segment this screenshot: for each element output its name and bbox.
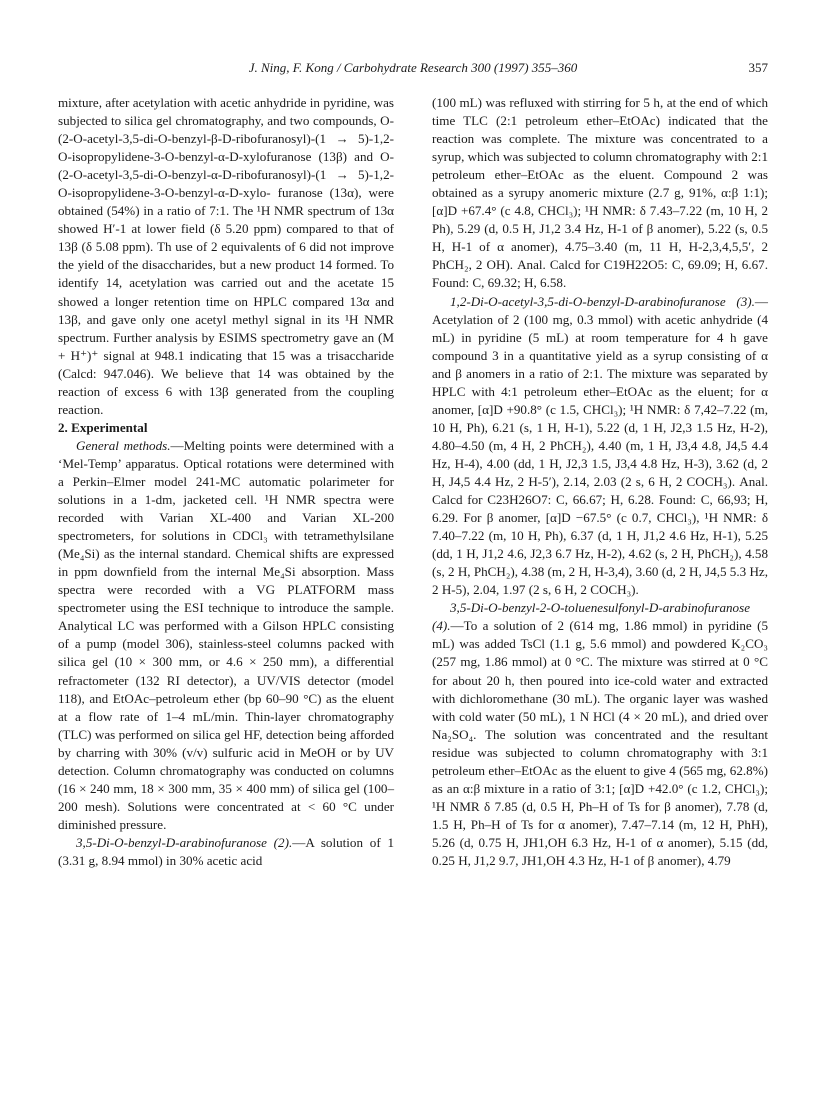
running-title: J. Ning, F. Kong / Carbohydrate Research 300 (1997) 355–360 [248, 60, 578, 75]
compound-4-text: —To a solution of 2 (614 mg, 1.86 mmol) in pyridine (5 mL) was added TsCl (1.1 g, 5.6 mmol) and powdered K₂CO₃ (257 mg, 1.86 mmol) at 0 °C. The mixture was stirred at 0 °C for about 20 h, then poured into ice-cold water and extracted with dichloromethane (30 mL). The organic layer was washed with cold water (50 mL), 1 N HCl (4 × 20 mL), and dried over Na₂SO₄. The solution was concentrated and the resultant residue was subjected to column chromatography with 3:1 petroleum ether–EtOAc as the eluent to give 4 (565 mg, 62.8%) as an α:β mixture in a ratio of 3:1; [α]D +42.0° (c 1.2, CHCl₃); ¹H NMR δ 7.85 (d, 0.5 H, Ph–H of Ts for β anomer), 7.78 (d, 1.5 H, Ph–H of Ts for α anomer), 7.47–7.14 (m, 12 H, PhH), 5.26 (d, 0.75 H, JH1,OH 6.3 Hz, H-1 of α anomer), 5.15 (dd, 0.25 H, J1,2 9.7, JH1,OH 4.3 Hz, H-1 of β anomer), 4.79 [432, 618, 768, 868]
compound-2-continuation: (100 mL) was refluxed with stirring for 5 h, at the end of which time TLC (2:1 petroleum ether–EtOAc) indicated that the reaction was complete. The mixture was concentrated to a syrup, which was subjected to column chromatography with 2:1 petroleum ether–EtOAc as the eluent. Compound 2 was obtained as a syrupy anomeric mixture (2.7 g, 91%, α:β 1:1); [α]D +67.4° (c 4.8, CHCl₃); ¹H NMR: δ 7.43–7.22 (m, 10 H, 2 Ph), 5.29 (d, 0.5 H, J1,2 3.4 Hz, H-1 of β anomer), 5.22 (s, 0.5 H, H-1 of α anomer), 4.75–3.40 (m, 11 H, H-2,3,4,5,5′, 2 PhCH₂, 2 OH). Anal. Calcd for C19H22O5: C, 69.09; H, 6.67. Found: C, 69.32; H, 6.58. [432, 95, 768, 291]
section-heading: 2. Experimental [58, 419, 148, 435]
running-head [58, 60, 768, 80]
compound-2-paragraph [58, 834, 394, 870]
general-methods-paragraph [58, 437, 394, 834]
general-methods-text: —Melting points were determined with a ‘Mel-Temp’ apparatus. Optical rotations were determined with a Perkin–Elmer model 241-MC automatic polarimeter for solutions in a 1-dm, jacketed cell. ¹H NMR spectra were recorded with Varian XL-400 and Varian XL-200 spectrometers, for solutions in CDCl₃ with tetramethylsilane (Me₄Si) as the internal standard. Chemical shifts are expressed in ppm downfield from the internal Me₄Si absorption. Mass spectra were recorded with a VG PLATFORM mass spectrometer using the ESI technique to introduce the sample. Analytical LC was performed with a Gilson HPLC consisting of a pump (model 306), stainless-steel columns packed with silica gel (10 × 300 mm, or 4.6 × 250 mm), a differential refractometer (132 RI detector), a UV/VIS detector (model 118), and EtOAc–petroleum ether (bp 60–90 °C) as the eluent at a flow rate of 1–4 mL/min. Thin-layer chromatography (TLC) was performed on silica gel HF, detection being afforded by charring with 30% (v/v) sulfuric acid in MeOH or by UV detection. Column chromatography was conducted on columns (16 × 240 mm, 18 × 300 mm, 35 × 400 mm) of silica gel (100–200 mesh). Solutions were concentrated at < 60 °C under diminished pressure. [58, 437, 394, 832]
compound-4-title: 3,5-Di-O-benzyl-2-O-toluenesulfonyl-D-arabinofuranose (4). [432, 600, 751, 634]
left-column [58, 94, 394, 870]
general-methods-title: General methods. [76, 437, 171, 453]
compound-3-text: —Acetylation of 2 (100 mg, 0.3 mmol) with acetic anhydride (4 mL) in pyridine (5 mL) at room temperature for 4 h gave compound 3 in a quantitative yield as a syrup consisting of α and β anomers in a ratio of 2:1. The mixture was separated by HPLC with 4:1 petroleum ether–EtOAc as the eluent; for α anomer, [α]D +90.8° (c 1.5, CHCl₃); ¹H NMR: δ 7,42–7.22 (m, 10 H, Ph), 6.21 (s, 1 H, H-1), 5.22 (d, 1 H, J2,3 1.5 Hz, H-2), 4.80–4.50 (m, 4 H, 2 PhCH₂), 4.40 (m, 1 H, J3,4 4.8, J4,5 4.4 Hz, H-4), 4.00 (dd, 1 H, J2,3 1.5, J3,4 4.8 Hz, H-3), 3.62 (d, 2 H, J4,5 4.4 Hz, 2 H-5′), 2.14, 2.03 (2 s, 6 H, 2 COCH₃). Anal. Calcd for C23H26O7: C, 66.67; H, 6.28. Found: C, 66,93; H, 6.29. For β anomer, [α]D −67.5° (c 0.7, CHCl₃), ¹H NMR: δ 7.40–7.22 (m, 10 H, Ph), 6.37 (d, 1 H, J1,2 4.6 Hz, H-1), 5.25 (dd, 1 H, J1,2 4.6, J2,3 6.7 Hz, H-2), 4.62 (s, 2 H, PhCH₂), 4.58 (s, 2 H, PhCH₂), 4.38 (m, 2 H, H-3,4), 3.60 (d, 2 H, J4,5 5.3 Hz, 2 H-5), 2.04, 1.97 (2 s, 6 H, 2 COCH₃). [432, 293, 768, 598]
compound-2-text: —A solution of 1 (3.31 g, 8.94 mmol) in 30% acetic acid [58, 834, 394, 868]
right-column [432, 94, 768, 870]
page-number: 357 [748, 60, 768, 75]
compound-4-paragraph [432, 599, 768, 870]
compound-3-paragraph [432, 293, 768, 600]
results-paragraph: mixture, after acetylation with acetic anhydride in pyridine, was subjected to silica gel chromatography, and two compounds, O-(2-O-acetyl-3,5-di-O-benzyl-β-D-ribofuranosyl)-(1 → 5)-1,2-O-isopropylidene-3-O-benzyl-α-D-xylofuranose (13β) and O-(2-O-acetyl-3,5-di-O-benzyl-α-D-ribofuranosyl)-(1 → 5)-1,2-O-isopropylidene-3-O-benzyl-α-D-xylo- furanose (13α), were obtained (54%) in a ratio of 7:1. The ¹H NMR spectrum of 13α showed H′-1 at lower field (δ 5.20 ppm) compared to that of 13β (δ 5.08 ppm). Th use of 2 equivalents of 6 did not improve the yield of the disaccharides, but a new product 14 formed. To identify 14, acetylation was carried out and the acetate 15 showed a longer retention time on HPLC compared 13α and 13β, and gave only one acetyl methyl signal in its ¹H NMR spectrum. Further analysis by ESIMS spectrometry gave an (M + H⁺)⁺ signal at 948.1 indicating that 15 was a trisaccharide (Calcd: 947.046). We believe that 14 was obtained by the reaction of excess 6 with 13β generated from the coupling reaction. [58, 95, 394, 417]
compound-2-title: 3,5-Di-O-benzyl-D-arabinofuranose (2). [76, 834, 293, 850]
compound-3-title: 1,2-Di-O-acetyl-3,5-di-O-benzyl-D-arabinofuranose (3). [450, 293, 755, 309]
